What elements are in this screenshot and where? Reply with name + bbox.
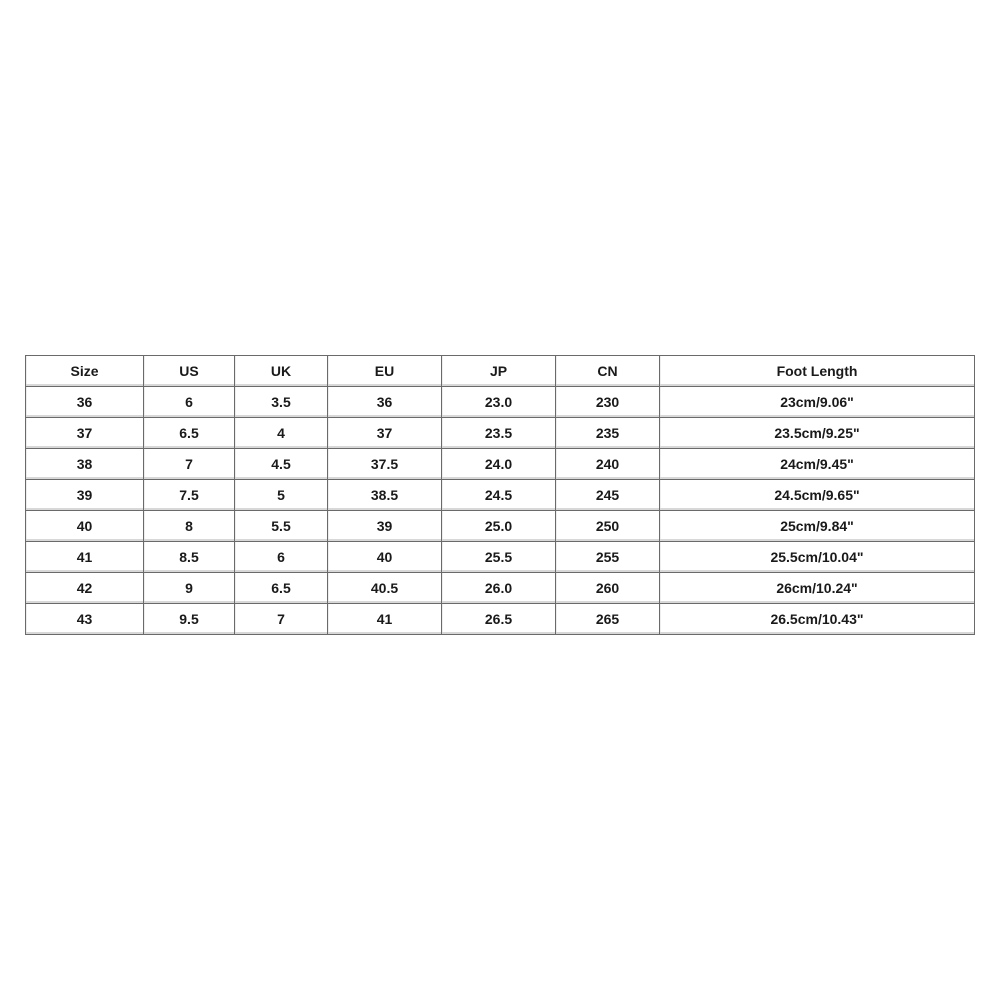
table-row: [26, 604, 975, 635]
table-header: [26, 356, 975, 387]
column-header-eu: EU: [328, 356, 442, 387]
column-header-foot-length: Foot Length: [660, 356, 975, 387]
table-row: [26, 418, 975, 449]
table-cell-cn: 230: [556, 387, 660, 418]
table-cell-cn: 240: [556, 449, 660, 480]
table-cell-cn: 235: [556, 418, 660, 449]
table-cell-foot-length: 26cm/10.24": [660, 573, 975, 604]
size-chart-table: [25, 355, 975, 635]
table-cell-us: 9: [144, 573, 235, 604]
column-header-size: Size: [26, 356, 144, 387]
table-cell-cn: 255: [556, 542, 660, 573]
table-cell-eu: 36: [328, 387, 442, 418]
column-header-cn: CN: [556, 356, 660, 387]
table-cell-uk: 5: [235, 480, 328, 511]
table-row: [26, 387, 975, 418]
column-header-us: US: [144, 356, 235, 387]
table-cell-us: 8: [144, 511, 235, 542]
table-row: [26, 542, 975, 573]
table-cell-eu: 38.5: [328, 480, 442, 511]
table-cell-eu: 41: [328, 604, 442, 635]
table-cell-jp: 25.5: [442, 542, 556, 573]
table-cell-eu: 39: [328, 511, 442, 542]
table-cell-foot-length: 23cm/9.06": [660, 387, 975, 418]
table-cell-size: 40: [26, 511, 144, 542]
table-cell-size: 36: [26, 387, 144, 418]
table-row: [26, 573, 975, 604]
table-cell-foot-length: 24cm/9.45": [660, 449, 975, 480]
table-cell-cn: 250: [556, 511, 660, 542]
table-cell-us: 6: [144, 387, 235, 418]
table-cell-jp: 23.5: [442, 418, 556, 449]
table-cell-size: 37: [26, 418, 144, 449]
table-cell-cn: 245: [556, 480, 660, 511]
table-cell-uk: 4: [235, 418, 328, 449]
table-cell-size: 43: [26, 604, 144, 635]
table-cell-foot-length: 25cm/9.84": [660, 511, 975, 542]
table-cell-eu: 40: [328, 542, 442, 573]
table-cell-size: 39: [26, 480, 144, 511]
table-cell-eu: 40.5: [328, 573, 442, 604]
table-cell-uk: 5.5: [235, 511, 328, 542]
table-cell-uk: 6: [235, 542, 328, 573]
table-cell-cn: 265: [556, 604, 660, 635]
table-cell-jp: 24.0: [442, 449, 556, 480]
table-cell-foot-length: 25.5cm/10.04": [660, 542, 975, 573]
table-cell-foot-length: 23.5cm/9.25": [660, 418, 975, 449]
table-cell-us: 9.5: [144, 604, 235, 635]
table-cell-uk: 4.5: [235, 449, 328, 480]
table-row: [26, 511, 975, 542]
column-header-jp: JP: [442, 356, 556, 387]
table-cell-eu: 37.5: [328, 449, 442, 480]
table-cell-uk: 6.5: [235, 573, 328, 604]
table-cell-us: 7: [144, 449, 235, 480]
table-cell-size: 41: [26, 542, 144, 573]
table-cell-jp: 23.0: [442, 387, 556, 418]
table-cell-uk: 7: [235, 604, 328, 635]
table-cell-foot-length: 26.5cm/10.43": [660, 604, 975, 635]
table-body: [26, 387, 975, 635]
table-row: [26, 449, 975, 480]
table-cell-jp: 25.0: [442, 511, 556, 542]
column-header-uk: UK: [235, 356, 328, 387]
table-cell-size: 38: [26, 449, 144, 480]
table-cell-jp: 26.0: [442, 573, 556, 604]
table-cell-jp: 26.5: [442, 604, 556, 635]
header-row: [26, 356, 975, 387]
table-cell-cn: 260: [556, 573, 660, 604]
table-cell-uk: 3.5: [235, 387, 328, 418]
table-cell-size: 42: [26, 573, 144, 604]
table-cell-us: 7.5: [144, 480, 235, 511]
table-cell-us: 8.5: [144, 542, 235, 573]
table-row: [26, 480, 975, 511]
table-cell-jp: 24.5: [442, 480, 556, 511]
table-cell-eu: 37: [328, 418, 442, 449]
table-cell-us: 6.5: [144, 418, 235, 449]
table-cell-foot-length: 24.5cm/9.65": [660, 480, 975, 511]
